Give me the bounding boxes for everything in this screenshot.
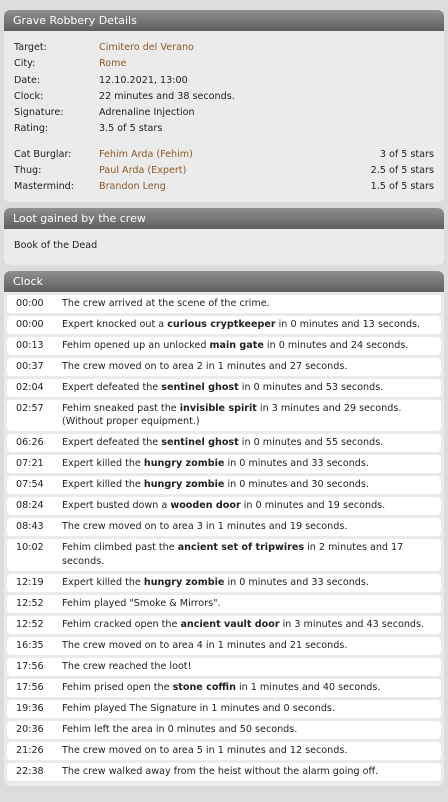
clock-text-pre: The crew reached the loot! <box>62 660 192 672</box>
clock-text-pre: Fehim played The Signature in 1 minutes and 0 seconds. <box>62 702 335 714</box>
detail-value: 12.10.2021, 13:00 <box>99 74 188 86</box>
clock-time: 00:13 <box>16 339 44 351</box>
clock-time: 12:19 <box>16 576 44 588</box>
detail-label: Rating: <box>14 123 49 135</box>
clock-time: 16:35 <box>16 639 44 651</box>
clock-time: 17:56 <box>16 660 44 672</box>
clock-text-pre: Fehim climbed past the <box>62 542 178 554</box>
clock-text-pre: The crew moved on to area 3 in 1 minutes and 19 seconds. <box>62 521 348 533</box>
clock-time: 07:54 <box>16 479 44 491</box>
details-panel <box>4 10 444 202</box>
crew-member-link[interactable]: Fehim Arda (Fehim) <box>99 148 193 160</box>
clock-text-post: in 0 minutes and 19 seconds. <box>240 500 386 512</box>
clock-text <box>62 723 441 737</box>
detail-value: 3.5 of 5 stars <box>99 123 163 135</box>
clock-text <box>62 660 441 674</box>
clock-time: 02:04 <box>16 381 44 393</box>
clock-entry <box>7 497 441 515</box>
clock-entry <box>7 679 441 697</box>
clock-entry <box>7 700 441 718</box>
clock-text-pre: Expert killed the <box>62 458 144 470</box>
clock-time: 08:43 <box>16 521 44 533</box>
clock-text-post: in 0 minutes and 13 seconds. <box>275 318 421 330</box>
clock-text <box>62 360 441 374</box>
clock-time: 08:24 <box>16 500 44 512</box>
clock-time: 19:36 <box>16 702 44 714</box>
detail-label: Signature: <box>14 107 64 119</box>
crew-role: Cat Burglar: <box>14 148 72 160</box>
detail-label: Clock: <box>14 90 44 102</box>
loot-panel <box>4 208 444 265</box>
clock-text <box>62 639 441 653</box>
detail-label: City: <box>14 58 36 70</box>
clock-time: 22:38 <box>16 765 44 777</box>
clock-text <box>62 402 441 430</box>
detail-value: Adrenaline Injection <box>99 107 195 119</box>
clock-text-bold: main gate <box>209 339 264 351</box>
clock-text-pre: Fehim sneaked past the <box>62 402 180 414</box>
loot-header: Loot gained by the crew <box>4 208 444 229</box>
detail-link[interactable]: Rome <box>99 58 127 70</box>
clock-text-bold: curious cryptkeeper <box>167 318 276 330</box>
clock-text-post: in 0 minutes and 53 seconds. <box>238 381 384 393</box>
clock-text <box>62 681 441 695</box>
detail-row <box>14 105 434 121</box>
details-body <box>4 31 444 202</box>
clock-time: 12:52 <box>16 597 44 609</box>
clock-entry <box>7 742 441 760</box>
clock-entry <box>7 616 441 634</box>
clock-text <box>62 541 441 569</box>
clock-time: 07:21 <box>16 458 44 470</box>
details-header: Grave Robbery Details <box>4 10 444 31</box>
clock-text <box>62 457 441 471</box>
clock-entry <box>7 595 441 613</box>
clock-time: 12:52 <box>16 618 44 630</box>
clock-text <box>62 381 441 395</box>
clock-text <box>62 576 441 590</box>
clock-entry <box>7 539 441 571</box>
crew-role: Thug: <box>14 165 42 177</box>
clock-text-pre: Expert busted down a <box>62 500 171 512</box>
clock-text-bold: ancient vault door <box>180 618 280 630</box>
clock-text <box>62 478 441 492</box>
detail-label: Date: <box>14 74 41 86</box>
clock-text-bold: invisible spirit <box>179 402 257 414</box>
detail-link[interactable]: Cimitero del Verano <box>99 42 194 53</box>
clock-text-pre: Expert knocked out a <box>62 318 168 330</box>
clock-entry <box>7 574 441 592</box>
clock-text-bold: hungry zombie <box>143 576 225 588</box>
clock-entry <box>7 316 441 334</box>
clock-text-post: in 1 minutes and 40 seconds. <box>235 681 381 693</box>
clock-entry <box>7 476 441 494</box>
clock-text-post: in 0 minutes and 24 seconds. <box>263 339 409 351</box>
clock-time: 06:26 <box>16 437 44 449</box>
clock-text-pre: Expert defeated the <box>62 437 162 449</box>
clock-entry <box>7 295 441 313</box>
clock-text-pre: Fehim left the area in 0 minutes and 50 seconds. <box>62 723 298 735</box>
clock-entry <box>7 400 441 432</box>
clock-time: 02:57 <box>16 402 44 414</box>
clock-text-post: in 0 minutes and 33 seconds. <box>224 458 369 470</box>
clock-text-bold: sentinel ghost <box>161 437 239 449</box>
clock-entry <box>7 763 441 781</box>
clock-text-pre: Fehim played "Smoke & Mirrors". <box>62 597 221 609</box>
clock-entry <box>7 379 441 397</box>
clock-text <box>62 702 441 716</box>
clock-text-pre: The crew arrived at the scene of the crime. <box>62 297 270 309</box>
clock-text-bold: hungry zombie <box>143 479 225 491</box>
clock-header: Clock <box>4 271 444 292</box>
clock-entry <box>7 721 441 739</box>
crew-rating: 3 of 5 stars <box>379 148 434 160</box>
loot-item: Book of the Dead <box>14 239 98 251</box>
clock-text-post: in 3 minutes and 43 seconds. <box>279 618 425 630</box>
clock-text-pre: Fehim cracked open the <box>62 618 181 630</box>
clock-text <box>62 765 441 779</box>
clock-text-post: in 0 minutes and 55 seconds. <box>238 437 384 449</box>
clock-list <box>4 292 444 786</box>
clock-text-pre: Expert killed the <box>62 576 144 588</box>
clock-time: 00:00 <box>16 297 44 309</box>
clock-text-pre: Fehim opened up an unlocked <box>62 339 210 351</box>
clock-text <box>62 339 441 353</box>
clock-text-pre: The crew walked away from the heist without the alarm going off. <box>62 765 379 777</box>
clock-entry <box>7 455 441 473</box>
clock-time: 00:00 <box>16 318 44 330</box>
crew-member-link[interactable]: Brandon Leng <box>99 181 166 193</box>
detail-row <box>14 121 434 137</box>
clock-text-pre: The crew moved on to area 2 in 1 minutes and 27 seconds. <box>62 360 348 372</box>
clock-time: 17:56 <box>16 681 44 693</box>
clock-text <box>62 436 441 450</box>
detail-row <box>14 73 434 89</box>
clock-text <box>62 597 441 611</box>
detail-row <box>14 89 434 105</box>
spacer <box>14 138 434 147</box>
clock-text-bold: wooden door <box>170 500 241 512</box>
clock-text <box>62 297 441 311</box>
clock-text-bold: ancient set of tripwires <box>177 542 305 554</box>
clock-text-post: in 2 minutes and 17 seconds. <box>62 542 404 568</box>
clock-time: 20:36 <box>16 723 44 735</box>
clock-panel <box>4 271 444 786</box>
detail-value: 22 minutes and 38 seconds. <box>99 90 235 102</box>
clock-text-post: in 3 minutes and 29 seconds. (Without proper equipment.) <box>62 402 402 428</box>
crew-row <box>14 147 434 163</box>
clock-text-bold: stone coffin <box>172 681 236 693</box>
clock-text-bold: hungry zombie <box>143 458 225 470</box>
clock-entry <box>7 518 441 536</box>
clock-text-bold: sentinel ghost <box>161 381 239 393</box>
crew-rating: 1.5 of 5 stars <box>370 181 434 193</box>
clock-text <box>62 318 441 332</box>
detail-label: Target: <box>14 42 47 53</box>
clock-entry <box>7 434 441 452</box>
detail-row <box>14 40 434 56</box>
clock-text-pre: Expert killed the <box>62 479 144 491</box>
clock-time: 00:37 <box>16 360 44 372</box>
clock-text-pre: Fehim prised open the <box>62 681 173 693</box>
clock-entry <box>7 358 441 376</box>
clock-entry <box>7 337 441 355</box>
clock-text <box>62 520 441 534</box>
clock-text <box>62 618 441 632</box>
clock-text-post: in 0 minutes and 30 seconds. <box>224 479 369 491</box>
crew-member-link[interactable]: Paul Arda (Expert) <box>99 165 187 177</box>
clock-entry <box>7 637 441 655</box>
crew-role: Mastermind: <box>14 181 75 193</box>
clock-text <box>62 744 441 758</box>
clock-time: 21:26 <box>16 744 44 756</box>
clock-text-pre: The crew moved on to area 4 in 1 minutes and 21 seconds. <box>62 639 348 651</box>
crew-row <box>14 179 434 195</box>
clock-text-pre: Expert defeated the <box>62 381 162 393</box>
detail-row <box>14 56 434 72</box>
clock-time: 10:02 <box>16 542 44 554</box>
clock-text <box>62 499 441 513</box>
clock-text-pre: The crew moved on to area 5 in 1 minutes and 12 seconds. <box>62 744 348 756</box>
crew-rating: 2.5 of 5 stars <box>370 165 434 177</box>
crew-row <box>14 163 434 179</box>
clock-entry <box>7 658 441 676</box>
clock-text-post: in 0 minutes and 33 seconds. <box>224 576 369 588</box>
